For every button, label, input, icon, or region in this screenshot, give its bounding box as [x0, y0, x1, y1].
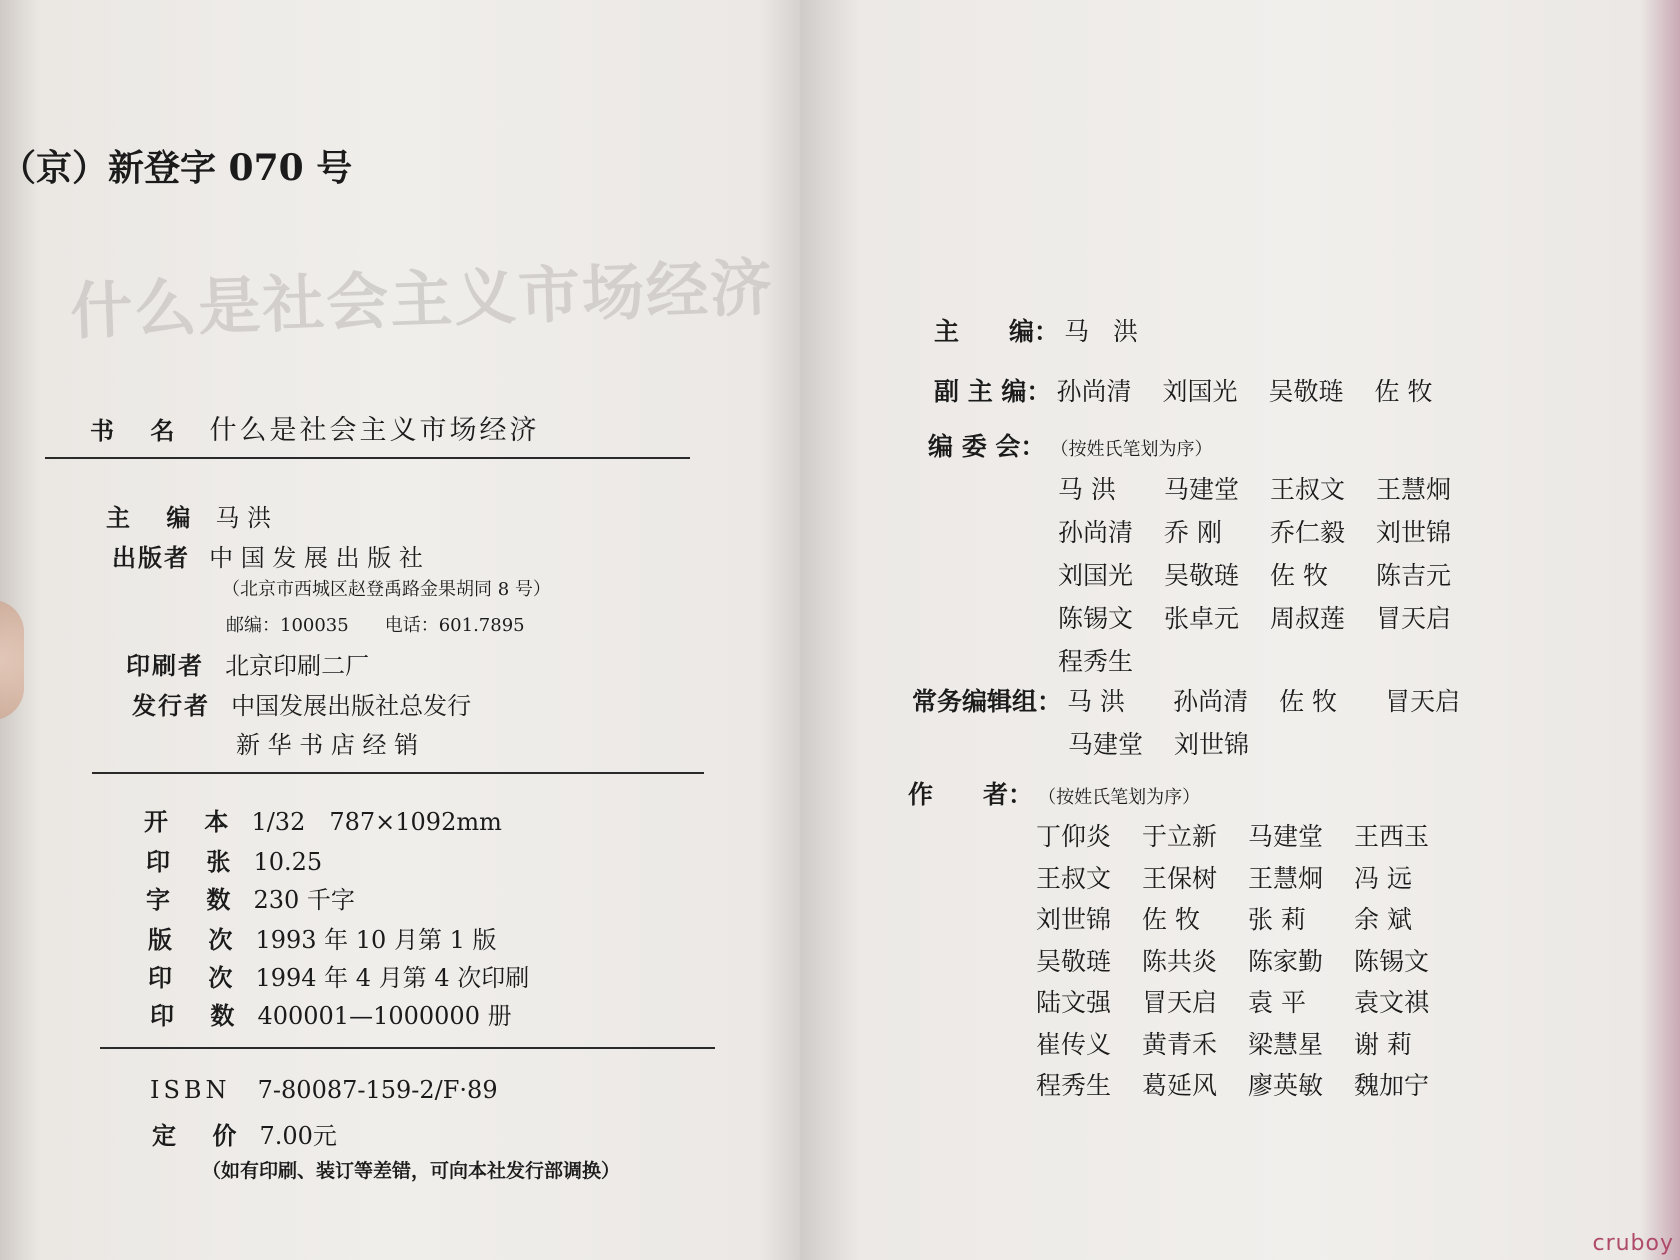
copies-value: 400001—1000000 册 — [257, 1002, 512, 1030]
publisher-contact: 邮编：100035 电话：601.7895 — [226, 615, 525, 636]
committee-heading — [928, 427, 1213, 463]
author-name: 张 莉 — [1248, 905, 1306, 934]
edition-label: 版 次 — [148, 925, 247, 954]
printing-row — [148, 958, 529, 993]
words-row — [146, 880, 355, 915]
chief-editor-label: 主 编 — [106, 503, 205, 532]
printer-value: 北京印刷二厂 — [225, 652, 370, 680]
editorial-name: 马 洪 — [1067, 687, 1126, 716]
divider-3 — [100, 1047, 715, 1049]
distributor-value: 中国发展出版社总发行 — [231, 692, 472, 720]
seller: 新 华 书 店 经 销 — [236, 731, 419, 759]
committee-name: 王慧炯 — [1376, 475, 1452, 504]
committee-name: 刘世锦 — [1376, 518, 1452, 547]
author-name: 袁文祺 — [1354, 988, 1430, 1017]
editorial-name: 冒天启 — [1385, 687, 1461, 716]
divider-2 — [92, 772, 704, 774]
right-page — [800, 0, 1680, 1260]
sheets-row — [146, 842, 322, 877]
author-name: 袁 平 — [1248, 988, 1306, 1017]
editorial-row — [912, 682, 1491, 718]
publisher-value: 中 国 发 展 出 版 社 — [209, 544, 423, 572]
editorial-name: 佐 牧 — [1279, 687, 1338, 716]
committee-name: 冒天启 — [1376, 604, 1452, 633]
left-page — [0, 0, 800, 1260]
author-name: 马建堂 — [1248, 822, 1324, 851]
deputy-name: 刘国光 — [1162, 377, 1238, 406]
deputy-row — [934, 372, 1481, 408]
author-name: 冒天启 — [1142, 988, 1218, 1017]
chief-row — [934, 312, 1146, 348]
author-name: 于立新 — [1142, 822, 1218, 851]
author-name: 葛延风 — [1142, 1071, 1218, 1100]
committee-name: 程秀生 — [1058, 647, 1134, 676]
author-name: 黄青禾 — [1142, 1029, 1218, 1059]
author-name: 陆文强 — [1036, 988, 1112, 1017]
price-row — [152, 1116, 337, 1151]
book-name-value: 什么是社会主义市场经济 — [209, 415, 540, 446]
printer-row — [126, 646, 369, 681]
editorial-row-2 — [1068, 725, 1280, 761]
committee-name: 乔 刚 — [1164, 518, 1222, 547]
author-row — [1036, 818, 1460, 860]
thumb-shadow — [0, 600, 24, 720]
editorial-label: 常务编辑组： — [912, 687, 1063, 716]
authors-note: （按姓氏笔划为序） — [1038, 787, 1201, 808]
printing-label: 印 次 — [148, 963, 247, 992]
author-row — [1036, 1067, 1460, 1109]
committee-name: 张卓元 — [1164, 604, 1240, 633]
committee-name: 马建堂 — [1164, 475, 1240, 504]
author-row — [1036, 901, 1460, 943]
committee-row — [1058, 556, 1482, 599]
authors-list — [1036, 818, 1460, 1109]
committee-row — [1058, 642, 1482, 685]
deputy-label: 副 主 编： — [934, 377, 1052, 406]
committee-name: 周叔莲 — [1270, 604, 1346, 633]
committee-name: 王叔文 — [1270, 475, 1346, 504]
price-value: 7.00元 — [259, 1122, 337, 1150]
copies-row — [150, 996, 512, 1031]
book-name-label: 书 名 — [90, 416, 189, 445]
editorial-name: 孙尚清 — [1173, 687, 1249, 716]
chief-label: 主 编： — [934, 317, 1060, 346]
faded-show-through-title: 什么是社会主义市场经济 — [69, 250, 776, 349]
committee-row — [1058, 470, 1482, 513]
committee-label: 编 委 会： — [928, 432, 1046, 461]
words-label: 字 数 — [146, 885, 245, 914]
printing-value: 1994 年 4 月第 4 次印刷 — [255, 964, 530, 992]
committee-row — [1058, 513, 1482, 556]
author-name: 王西玉 — [1354, 822, 1430, 851]
chief-value: 马 洪 — [1064, 317, 1147, 346]
authors-label: 作 者： — [908, 780, 1034, 809]
isbn-label: ISBN — [150, 1076, 231, 1104]
publisher-address: （北京市西城区赵登禹路金果胡同 8 号） — [222, 579, 551, 600]
distributor-row — [132, 686, 471, 721]
sheets-label: 印 张 — [146, 847, 245, 876]
isbn-row — [150, 1076, 498, 1104]
error-notice: （如有印刷、装订等差错，可向本社发行部调换） — [202, 1160, 621, 1182]
price-label: 定 价 — [152, 1121, 251, 1150]
sheets-value: 10.25 — [253, 848, 323, 876]
deputy-name: 佐 牧 — [1374, 377, 1433, 406]
isbn-value: 7-80087-159-2/F·89 — [257, 1076, 498, 1104]
author-name: 冯 远 — [1354, 863, 1412, 893]
author-name: 魏加宁 — [1354, 1071, 1430, 1100]
author-name: 王叔文 — [1036, 863, 1112, 893]
committee-name: 陈吉元 — [1376, 561, 1452, 590]
committee-name: 乔仁毅 — [1270, 518, 1346, 547]
author-name: 余 斌 — [1354, 905, 1412, 934]
chief-editor-value: 马 洪 — [215, 504, 272, 532]
editorial-name: 刘世锦 — [1174, 730, 1250, 759]
author-name: 梁慧星 — [1248, 1029, 1324, 1059]
author-name: 谢 莉 — [1354, 1029, 1412, 1059]
author-name: 刘世锦 — [1036, 905, 1112, 934]
committee-name: 陈锡文 — [1058, 604, 1134, 633]
registration-number: （京）新登字 070 号 — [0, 147, 353, 189]
distributor-label: 发行者 — [132, 691, 210, 720]
committee-name: 刘国光 — [1058, 561, 1134, 590]
author-name: 廖英敏 — [1248, 1071, 1324, 1100]
watermark: cruboy — [1592, 1231, 1674, 1256]
committee-name: 佐 牧 — [1270, 561, 1328, 590]
committee-name: 吴敬琏 — [1164, 561, 1240, 590]
committee-list — [1058, 470, 1482, 685]
edition-value: 1993 年 10 月第 1 版 — [255, 926, 497, 954]
publisher-label: 出版者 — [112, 543, 190, 572]
authors-heading — [908, 775, 1200, 811]
format-row — [144, 802, 502, 837]
author-name: 陈家勤 — [1248, 946, 1324, 976]
book-name-row — [90, 408, 539, 447]
author-name: 崔传义 — [1036, 1029, 1112, 1059]
author-name: 佐 牧 — [1142, 905, 1200, 934]
author-name: 王慧炯 — [1248, 863, 1324, 893]
author-name: 陈锡文 — [1354, 946, 1430, 976]
author-row — [1036, 984, 1460, 1026]
publisher-row — [112, 538, 423, 573]
committee-name: 马 洪 — [1058, 475, 1116, 504]
edition-row — [148, 920, 496, 955]
author-name: 吴敬琏 — [1036, 946, 1112, 976]
copies-label: 印 数 — [150, 1001, 249, 1030]
format-label: 开 本 — [144, 807, 243, 836]
committee-note: （按姓氏笔划为序） — [1050, 439, 1213, 460]
author-name: 王保树 — [1142, 863, 1218, 893]
divider-1 — [45, 457, 690, 459]
format-value: 1/32 787×1092mm — [251, 808, 502, 836]
printer-label: 印刷者 — [126, 651, 204, 680]
author-row — [1036, 860, 1460, 902]
deputy-name: 孙尚清 — [1056, 377, 1132, 406]
author-row — [1036, 1026, 1460, 1068]
chief-editor-row — [106, 498, 271, 533]
committee-name: 孙尚清 — [1058, 518, 1134, 547]
words-value: 230 千字 — [253, 886, 355, 914]
author-name: 程秀生 — [1036, 1071, 1112, 1100]
committee-row — [1058, 599, 1482, 642]
deputy-name: 吴敬琏 — [1268, 377, 1344, 406]
author-name: 陈共炎 — [1142, 946, 1218, 976]
editorial-name: 马建堂 — [1068, 730, 1144, 759]
author-row — [1036, 943, 1460, 985]
author-name: 丁仰炎 — [1036, 822, 1112, 851]
